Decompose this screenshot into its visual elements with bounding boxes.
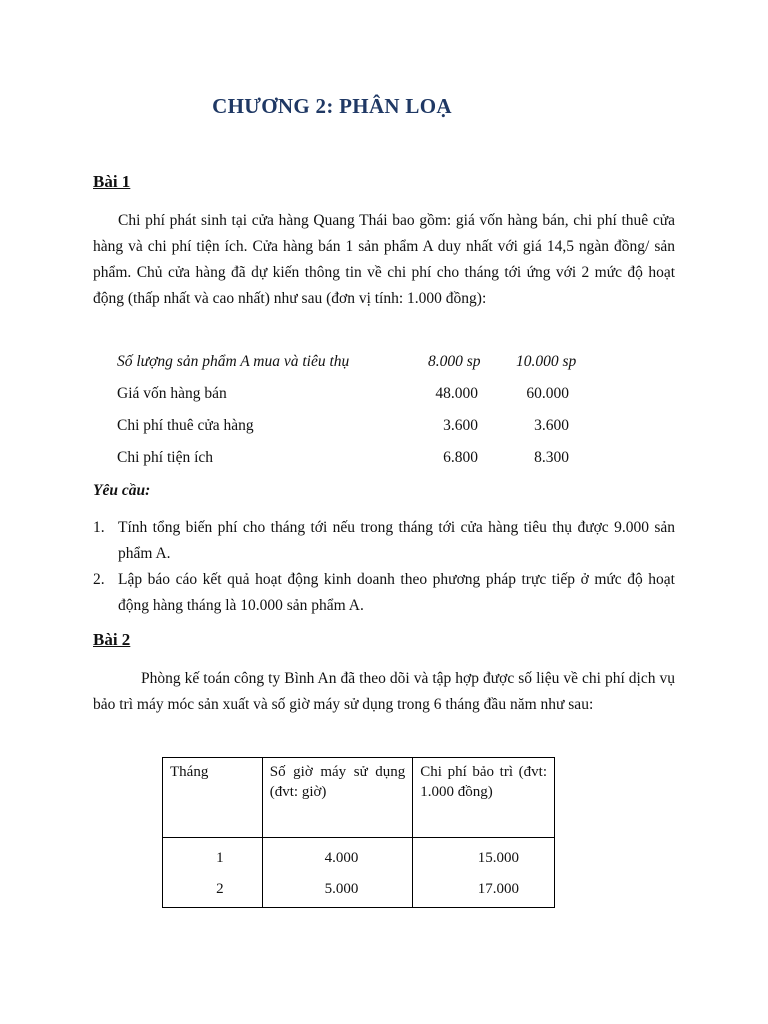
table-row — [163, 838, 555, 871]
cell-cost: 17.000 — [477, 881, 519, 897]
requirements-list — [93, 515, 675, 619]
cell-hours: 4.000 — [324, 850, 359, 866]
cost-table-header-low: 8.000 sp — [428, 353, 481, 370]
requirements-label: Yêu cầu: — [93, 482, 151, 499]
exercise-2-paragraph: Phòng kế toán công ty Bình An đã theo dõi và tập hợp được số liệu về chi phí dịch vụ bảo trì máy móc sản xuất và số giờ máy sử dụng trong 6 tháng đầu năm như sau: — [93, 670, 675, 713]
cell-month: 1 — [216, 850, 224, 866]
header-month: Tháng — [163, 758, 263, 838]
cost-table-header-label: Số lượng sản phẩm A mua và tiêu thụ — [117, 353, 350, 370]
maintenance-table — [162, 757, 555, 908]
cell-month: 2 — [216, 881, 224, 897]
cost-row-label: Chi phí tiện ích — [117, 449, 214, 466]
header-hours: Số giờ máy sử dụng (đvt: giờ) — [262, 758, 413, 838]
requirement-item — [93, 567, 675, 619]
cost-table-header-high: 10.000 sp — [516, 353, 577, 370]
table-header-row — [163, 758, 555, 838]
cell-cost: 15.000 — [477, 850, 519, 866]
cell-hours: 5.000 — [324, 881, 359, 897]
requirement-text: Tính tổng biến phí cho tháng tới nếu trong tháng tới cửa hàng tiêu thụ được 9.000 sản phẩm A. — [118, 519, 675, 562]
exercise-2-heading: Bài 2 — [93, 630, 131, 649]
chapter-title: CHƯƠNG 2: PHÂN LOẠ — [212, 94, 452, 118]
exercise-1-heading: Bài 1 — [93, 172, 131, 191]
table-row — [163, 870, 555, 908]
cost-row-low: 3.600 — [443, 417, 478, 434]
cost-row-label: Chi phí thuê cửa hàng — [117, 417, 254, 434]
cost-row-low: 48.000 — [435, 385, 478, 402]
requirement-marker: 2. — [93, 571, 105, 588]
cost-row-high: 60.000 — [526, 385, 569, 402]
requirement-item — [93, 515, 675, 567]
cost-row-low: 6.800 — [443, 449, 478, 466]
cost-row-label: Giá vốn hàng bán — [117, 385, 227, 402]
header-cost: Chi phí bảo trì (đvt: 1.000 đồng) — [413, 758, 555, 838]
cost-row-high: 3.600 — [534, 417, 569, 434]
exercise-1-paragraph: Chi phí phát sinh tại cửa hàng Quang Thái bao gồm: giá vốn hàng bán, chi phí thuê cửa hàng và chi phí tiện ích. Cửa hàng bán 1 sản phẩm A duy nhất với giá 14,5 ngàn đồng/ sản phẩm. Chủ cửa hàng đã dự kiến thông tin về chi phí cho tháng tới ứng với 2 mức độ hoạt động (thấp nhất và cao nhất) như sau (đơn vị tính: 1.000 đồng): — [93, 212, 675, 307]
requirement-marker: 1. — [93, 519, 105, 536]
cost-row-high: 8.300 — [534, 449, 569, 466]
requirement-text: Lập báo cáo kết quả hoạt động kinh doanh theo phương pháp trực tiếp ở mức độ hoạt động hàng tháng là 10.000 sản phẩm A. — [118, 571, 675, 614]
